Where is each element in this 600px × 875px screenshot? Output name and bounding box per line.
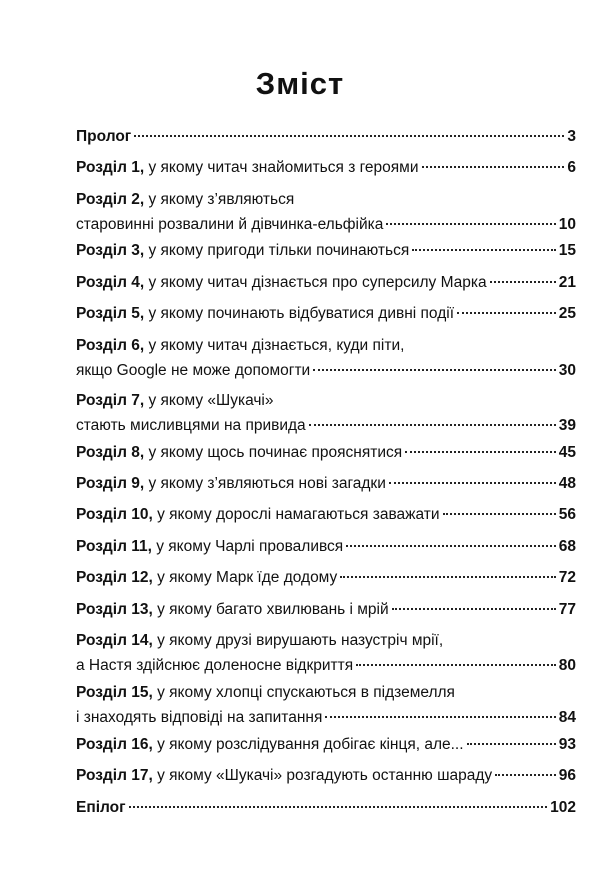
toc-line [76,705,576,730]
toc-chapter-label: Епілог [76,799,126,816]
page-number: 10 [558,216,576,233]
toc-line [76,270,576,295]
toc-entry [76,301,576,326]
toc-chapter-label: Розділ 4, [76,274,145,291]
toc-description: у якому починають відбуватися дивні події [148,305,455,322]
toc-entry [76,732,576,757]
toc-text [76,413,306,438]
toc-text [76,358,310,383]
dot-leader [389,482,556,484]
toc-entry [76,597,576,622]
toc-text [76,763,492,788]
toc-chapter-label: Розділ 12, [76,569,153,586]
toc-text [76,653,353,678]
toc-line [76,187,576,212]
toc-chapter-label: Розділ 9, [76,475,145,492]
page-number: 96 [558,767,576,784]
toc-entry [76,680,576,730]
toc-description: у якому читач дізнається, куди піти, [148,337,405,354]
toc-text [76,565,337,590]
toc-chapter-label: Розділ 6, [76,337,145,354]
toc-chapter-label: Розділ 16, [76,736,153,753]
toc-line [76,680,576,705]
page-number: 45 [558,444,576,461]
dot-leader [134,135,564,137]
toc-line [76,597,576,622]
toc-entry [76,502,576,527]
toc-line [76,732,576,757]
toc-description: у якому з’являються [148,191,295,208]
toc-text [76,597,389,622]
toc-line [76,358,576,383]
toc-line [76,301,576,326]
toc-entry [76,471,576,496]
toc-description: у якому багато хвилювань і мрій [157,601,389,618]
dot-leader [129,806,548,808]
page-number: 25 [558,305,576,322]
toc-entry [76,187,576,237]
toc-line [76,155,576,180]
toc-line [76,388,576,413]
toc-chapter-label: Розділ 11, [76,538,152,555]
page-number: 39 [558,417,576,434]
dot-leader [386,223,555,225]
toc-chapter-label: Пролог [76,128,132,145]
toc-text [76,732,464,757]
toc-chapter-label: Розділ 17, [76,767,153,784]
toc-entry [76,763,576,788]
page-number: 6 [567,159,576,176]
toc-chapter-label: Розділ 13, [76,601,153,618]
dot-leader [346,545,556,547]
toc-text [76,187,294,212]
toc-line [76,333,576,358]
toc-text [76,155,419,180]
toc-text [76,333,404,358]
toc-entry [76,155,576,180]
page-number: 84 [558,709,576,726]
toc-text [76,440,402,465]
toc-chapter-label: Розділ 14, [76,632,153,649]
dot-leader [467,743,556,745]
toc-description: стають мисливцями на привида [76,417,306,434]
toc-description: у якому друзі вирушають назустріч мрії, [157,632,444,649]
toc-description: і знаходять відповіді на запитання [76,709,323,726]
toc-line [76,534,576,559]
page-number: 15 [558,242,576,259]
toc-text [76,502,440,527]
page-number: 93 [558,736,576,753]
dot-leader [309,424,556,426]
toc-description: у якому читач дізнається про суперсилу Марка [148,274,487,291]
dot-leader [313,369,556,371]
toc-description: у якому щось починає прояснятися [148,444,403,461]
toc-text [76,680,455,705]
dot-leader [422,166,565,168]
toc-line [76,238,576,263]
toc-entry [76,270,576,295]
toc-text [76,388,274,413]
toc-text [76,270,487,295]
toc-entry [76,440,576,465]
page-title: Зміст [255,66,345,101]
toc-text [76,795,126,820]
toc-chapter-label: Розділ 15, [76,684,153,701]
toc-description: якщо Google не може допомогти [76,362,311,379]
toc-entry [76,628,576,678]
dot-leader [495,774,556,776]
toc-description: у якому читач знайомиться з героями [148,159,419,176]
page-number: 68 [558,538,576,555]
dot-leader [490,281,556,283]
page-number: 3 [567,128,576,145]
toc-line [76,763,576,788]
toc-text [76,212,383,237]
dot-leader [457,312,556,314]
toc-text [76,534,343,559]
toc-description: старовинні розвалини й дівчинка-ельфійка [76,216,384,233]
dot-leader [325,716,555,718]
toc-chapter-label: Розділ 10, [76,506,153,523]
toc-line [76,502,576,527]
toc-description: у якому хлопці спускаються в підземелля [157,684,455,701]
toc-description: у якому «Шукачі» розгадують останню шараду [157,767,493,784]
toc-text [76,124,131,149]
page-number: 56 [558,506,576,523]
toc-line [76,212,576,237]
dot-leader [443,513,556,515]
toc-line [76,471,576,496]
toc-entry [76,534,576,559]
toc-chapter-label: Розділ 1, [76,159,145,176]
toc-chapter-label: Розділ 8, [76,444,145,461]
toc-description: а Настя здійснює доленосне відкриття [76,657,354,674]
toc-description: у якому пригоди тільки починаються [148,242,410,259]
toc-description: у якому розслідування добігає кінця, але... [157,736,464,753]
page-number: 48 [558,475,576,492]
page-number: 102 [550,799,576,816]
dot-leader [392,608,556,610]
toc-description: у якому Чарлі провалився [156,538,344,555]
dot-leader [356,664,556,666]
page-number: 30 [558,362,576,379]
toc-entry [76,124,576,149]
toc-text [76,705,322,730]
toc-entry [76,565,576,590]
toc-description: у якому Марк їде додому [157,569,338,586]
toc-line [76,565,576,590]
toc-entry [76,388,576,438]
dot-leader [412,249,555,251]
toc-description: у якому дорослі намагаються заважати [157,506,440,523]
toc-chapter-label: Розділ 7, [76,392,145,409]
toc-line [76,628,576,653]
page-number: 21 [558,274,576,291]
page-number: 77 [558,601,576,618]
toc-line [76,795,576,820]
toc-text [76,628,443,653]
toc-entry [76,238,576,263]
toc-chapter-label: Розділ 2, [76,191,145,208]
toc-entry [76,333,576,383]
toc-chapter-label: Розділ 5, [76,305,145,322]
toc-text [76,238,409,263]
toc-line [76,440,576,465]
toc-text [76,301,454,326]
toc-line [76,653,576,678]
page-number: 72 [558,569,576,586]
toc-line [76,124,576,149]
toc-description: у якому з’являються нові загадки [148,475,386,492]
page-number: 80 [558,657,576,674]
toc-entry [76,795,576,820]
toc-text [76,471,386,496]
dot-leader [340,576,555,578]
toc-description: у якому «Шукачі» [148,392,274,409]
toc-line [76,413,576,438]
toc-chapter-label: Розділ 3, [76,242,145,259]
dot-leader [405,451,556,453]
